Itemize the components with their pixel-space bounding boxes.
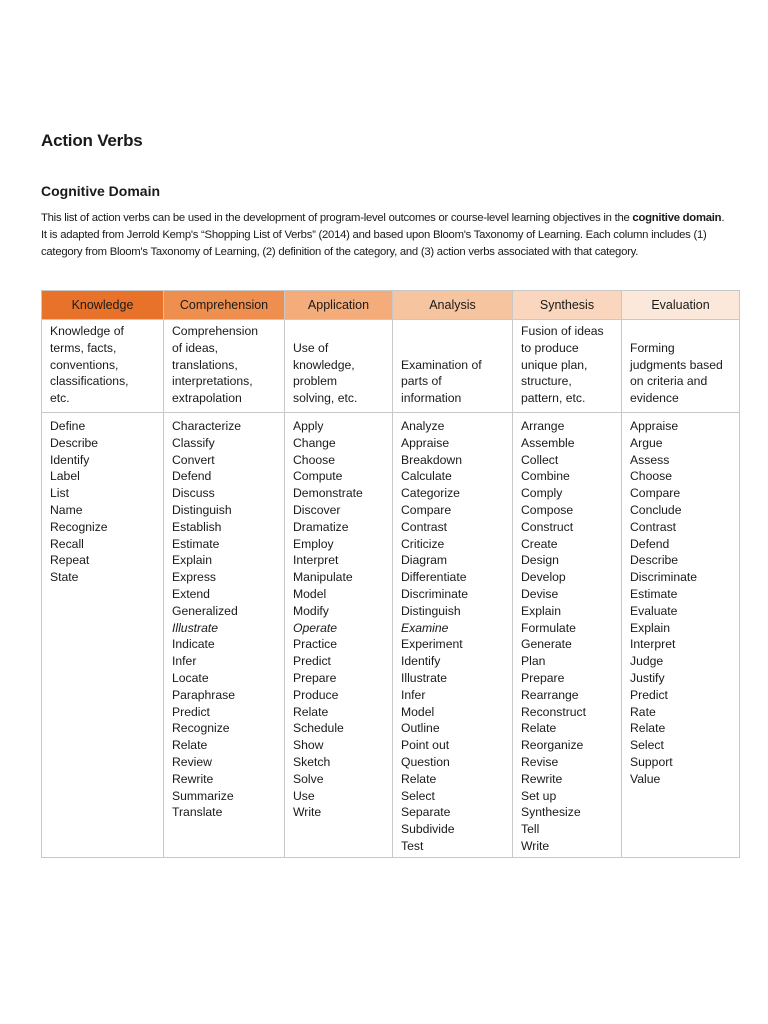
page-title: Action Verbs <box>41 131 143 150</box>
verbs-knowledge <box>42 413 164 858</box>
verb-item: Rate <box>630 704 656 719</box>
verb-item: Diagram <box>401 553 448 568</box>
verb-item: Define <box>50 419 86 433</box>
verb-item: Indicate <box>172 637 215 652</box>
verb-item: Explain <box>521 603 561 618</box>
intro-text-end: . It is adapted from Jerrold Kemp's “Shopping List of Verbs” (2014) and based upon Bloom's Taxonomy of Learning. Each column includes (1) category from Bloom's Taxonomy of Learning, (2) definition of the category, and (3) action verbs associated with that category. <box>41 212 725 258</box>
verb-item: Outline <box>401 721 440 736</box>
verb-item: Use <box>293 788 315 803</box>
verb-item: Recognize <box>172 721 230 736</box>
definition-line: problem <box>293 374 338 389</box>
verb-item: Apply <box>293 419 324 433</box>
column-header-application: Application <box>285 291 393 320</box>
verb-item: Change <box>293 435 336 450</box>
column-header-evaluation: Evaluation <box>622 291 740 320</box>
definition-comprehension <box>164 320 285 413</box>
verb-item: Criticize <box>401 536 445 551</box>
verb-item: Compute <box>293 469 343 484</box>
verb-item: Breakdown <box>401 452 462 467</box>
definition-line: Comprehension <box>172 324 259 339</box>
definition-line: translations, <box>172 357 238 372</box>
verb-item: Illustrate <box>401 670 448 685</box>
verb-item: Predict <box>293 654 331 669</box>
verb-item: Arrange <box>521 419 565 433</box>
verb-item: Evaluate <box>630 603 678 618</box>
verbs-analysis <box>393 413 513 858</box>
verb-item: Reorganize <box>521 738 584 753</box>
definition-line: terms, facts, <box>50 340 117 355</box>
verb-item: Generate <box>521 637 572 652</box>
definition-row <box>42 320 740 413</box>
verb-item: Appraise <box>401 435 450 450</box>
verb-item: Rearrange <box>521 687 579 702</box>
verb-item: Estimate <box>630 586 678 601</box>
verb-item: Summarize <box>172 788 234 803</box>
definition-line: etc. <box>50 391 70 406</box>
verb-item: Tell <box>521 822 540 837</box>
verb-item: Establish <box>172 519 222 534</box>
action-verbs-table <box>41 290 740 858</box>
verb-item: Collect <box>521 452 559 467</box>
verb-item: Select <box>401 788 435 803</box>
verb-item: Paraphrase <box>172 687 236 702</box>
verb-item: Convert <box>172 452 215 467</box>
definition-line: classifications, <box>50 374 129 389</box>
verb-item: Write <box>521 838 550 853</box>
verb-item: Solve <box>293 771 324 786</box>
column-header-comprehension: Comprehension <box>164 291 285 320</box>
verb-item: Select <box>630 738 664 753</box>
verb-item: Produce <box>293 687 339 702</box>
verb-item: Generalized <box>172 603 238 618</box>
verb-item: Contrast <box>630 519 677 534</box>
verb-item: List <box>50 486 69 501</box>
section-title: Cognitive Domain <box>41 183 161 199</box>
verb-item: Experiment <box>401 637 463 652</box>
verb-item: Illustrate <box>172 620 219 635</box>
definition-line: Forming <box>630 340 675 355</box>
verb-item: Rewrite <box>521 771 563 786</box>
verb-item: Defend <box>630 536 670 551</box>
definition-synthesis <box>513 320 622 413</box>
verb-item: Relate <box>630 721 666 736</box>
verb-item: Distinguish <box>401 603 461 618</box>
verb-item: Explain <box>630 620 670 635</box>
verb-item: Describe <box>50 435 99 450</box>
verb-item: Classify <box>172 435 215 450</box>
verb-item: Interpret <box>630 637 676 652</box>
verb-item: Separate <box>401 805 451 820</box>
verb-item: Create <box>521 536 558 551</box>
verb-item: Synthesize <box>521 805 581 820</box>
verb-item: Subdivide <box>401 822 455 837</box>
verb-item: Dramatize <box>293 519 349 534</box>
definition-line: interpretations, <box>172 374 253 389</box>
verb-item: Model <box>293 586 327 601</box>
intro-text-start: This list of action verbs can be used in the development of program-level outcomes or course-level learning objectives in the <box>41 212 633 224</box>
verbs-row <box>42 413 740 858</box>
verb-item: Combine <box>521 469 570 484</box>
verb-item: Choose <box>630 469 673 484</box>
verb-item: Model <box>401 704 435 719</box>
verb-item: Discriminate <box>630 570 698 585</box>
verb-item: Discriminate <box>401 586 469 601</box>
verb-item: Point out <box>401 738 450 753</box>
verb-item: Recognize <box>50 519 108 534</box>
verb-item: Construct <box>521 519 574 534</box>
intro-paragraph <box>41 210 731 261</box>
verb-item: Devise <box>521 586 559 601</box>
definition-line: evidence <box>630 391 679 406</box>
verb-item: Defend <box>172 469 212 484</box>
verbs-synthesis <box>513 413 622 858</box>
verb-item: Set up <box>521 788 557 803</box>
verb-item: Comply <box>521 486 563 501</box>
verb-item: Compare <box>630 486 681 501</box>
verb-item: Employ <box>293 536 334 551</box>
verb-item: Interpret <box>293 553 339 568</box>
verb-item: Identify <box>401 654 441 669</box>
definition-line: extrapolation <box>172 391 242 406</box>
verb-item: Characterize <box>172 419 242 433</box>
verb-item: Extend <box>172 586 210 601</box>
verb-item: Assemble <box>521 435 575 450</box>
verb-item: Formulate <box>521 620 576 635</box>
verb-item: Relate <box>293 704 329 719</box>
intro-bold-term: cognitive domain <box>632 212 722 224</box>
verb-item: Rewrite <box>172 771 214 786</box>
verb-item: Identify <box>50 452 90 467</box>
verb-item: Justify <box>630 670 665 685</box>
verb-item: Write <box>293 805 322 820</box>
verb-item: Analyze <box>401 419 445 433</box>
verb-item: Sketch <box>293 754 331 769</box>
verb-item: Review <box>172 754 212 769</box>
verb-item: Relate <box>401 771 437 786</box>
verb-item: Calculate <box>401 469 452 484</box>
verb-item: Schedule <box>293 721 344 736</box>
verbs-evaluation <box>622 413 740 858</box>
verb-item: Revise <box>521 754 559 769</box>
verb-item: Relate <box>521 721 557 736</box>
definition-line: pattern, etc. <box>521 391 586 406</box>
verb-item: Modify <box>293 603 329 618</box>
column-header-synthesis: Synthesis <box>513 291 622 320</box>
verb-item: State <box>50 570 79 585</box>
verb-item: Contrast <box>401 519 448 534</box>
verb-item: Predict <box>630 687 668 702</box>
verb-item: Express <box>172 570 217 585</box>
definition-line: Examination of <box>401 357 482 372</box>
verb-item: Manipulate <box>293 570 353 585</box>
verb-item: Judge <box>630 654 664 669</box>
verb-item: Infer <box>401 687 426 702</box>
verb-item: Prepare <box>293 670 337 685</box>
column-header-analysis: Analysis <box>393 291 513 320</box>
verb-item: Infer <box>172 654 197 669</box>
verb-item: Conclude <box>630 502 682 517</box>
verb-item: Compare <box>401 502 452 517</box>
definition-line: parts of <box>401 374 442 389</box>
verb-item: Develop <box>521 570 566 585</box>
verb-item: Predict <box>172 704 210 719</box>
verb-item: Assess <box>630 452 670 467</box>
definition-line: conventions, <box>50 357 119 372</box>
definition-line: Fusion of ideas <box>521 324 604 339</box>
verb-item: Choose <box>293 452 336 467</box>
definition-line: judgments based <box>630 357 723 372</box>
definition-line: to produce <box>521 340 579 355</box>
verb-item: Distinguish <box>172 502 232 517</box>
verb-item: Value <box>630 771 661 786</box>
verb-item: Plan <box>521 654 546 669</box>
verb-item: Describe <box>630 553 679 568</box>
definition-line: information <box>401 391 462 406</box>
verb-item: Examine <box>401 620 449 635</box>
verb-item: Translate <box>172 805 223 820</box>
verbs-comprehension <box>164 413 285 858</box>
verb-item: Differentiate <box>401 570 467 585</box>
definition-line: unique plan, <box>521 357 588 372</box>
verb-item: Argue <box>630 435 663 450</box>
verb-item: Categorize <box>401 486 460 501</box>
verb-item: Test <box>401 838 424 853</box>
verb-item: Show <box>293 738 324 753</box>
verb-item: Repeat <box>50 553 90 568</box>
verb-item: Estimate <box>172 536 220 551</box>
column-header-knowledge: Knowledge <box>42 291 164 320</box>
verbs-application <box>285 413 393 858</box>
definition-line: Knowledge of <box>50 324 124 339</box>
verb-item: Question <box>401 754 450 769</box>
definition-line: knowledge, <box>293 357 355 372</box>
definition-evaluation <box>622 320 740 413</box>
definition-application <box>285 320 393 413</box>
definition-line: of ideas, <box>172 340 219 355</box>
verb-item: Compose <box>521 502 574 517</box>
verb-item: Appraise <box>630 419 679 433</box>
verb-item: Relate <box>172 738 208 753</box>
verb-item: Explain <box>172 553 212 568</box>
verb-item: Operate <box>293 620 338 635</box>
definition-line: solving, etc. <box>293 391 358 406</box>
definition-line: structure, <box>521 374 572 389</box>
definition-line: Use of <box>293 340 329 355</box>
verb-item: Reconstruct <box>521 704 587 719</box>
verb-item: Support <box>630 754 673 769</box>
verb-item: Discuss <box>172 486 215 501</box>
verb-item: Recall <box>50 536 84 551</box>
verb-item: Prepare <box>521 670 565 685</box>
definition-knowledge <box>42 320 164 413</box>
verb-item: Discover <box>293 502 341 517</box>
definition-analysis <box>393 320 513 413</box>
verb-item: Locate <box>172 670 209 685</box>
verb-item: Label <box>50 469 80 484</box>
verb-item: Name <box>50 502 83 517</box>
verb-item: Practice <box>293 637 338 652</box>
verb-item: Design <box>521 553 559 568</box>
definition-line: on criteria and <box>630 374 708 389</box>
verb-item: Demonstrate <box>293 486 363 501</box>
header-row <box>42 291 740 320</box>
